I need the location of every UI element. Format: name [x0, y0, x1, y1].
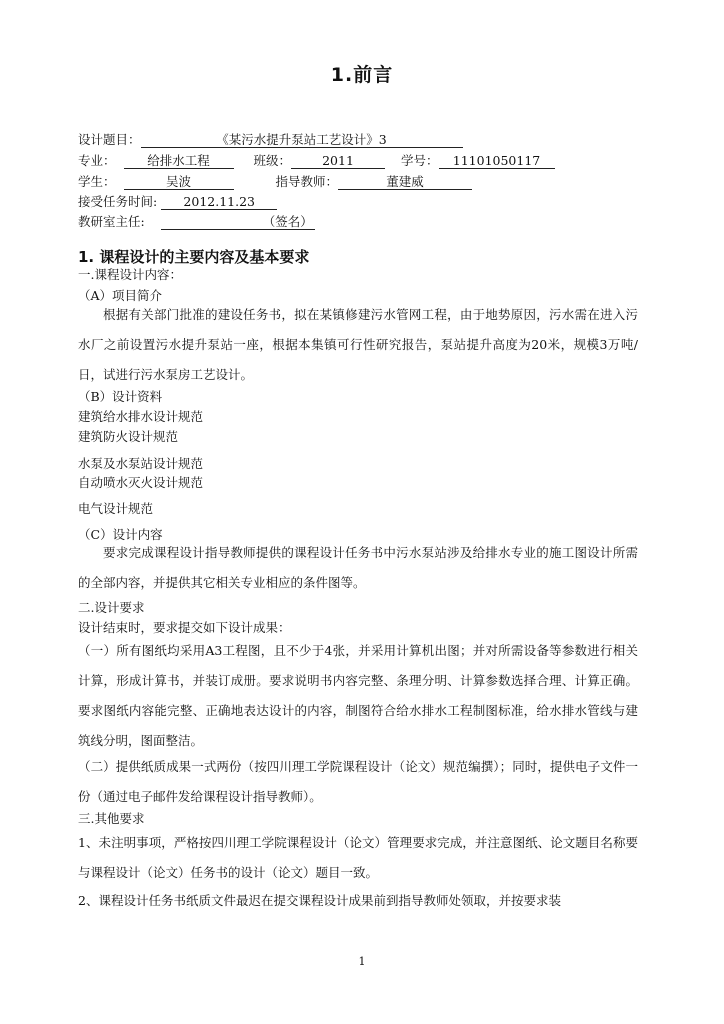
part3-label: 三.其他要求 [78, 811, 145, 826]
teacher-label: 指导教师： [275, 174, 339, 189]
received-row [78, 193, 277, 211]
director-value: （签名） [161, 214, 315, 230]
class-value: 2011 [291, 153, 385, 169]
topic-value: 《某污水提升泵站工艺设计》3 [141, 132, 463, 148]
page-number: 1 [358, 955, 366, 968]
part2-intro: 设计结束时，要求提交如下设计成果： [78, 620, 291, 635]
major-value: 给排水工程 [124, 153, 234, 169]
part2-label: 二.设计要求 [78, 600, 145, 615]
reference-item-1: 建筑给水排水设计规范 [78, 409, 204, 424]
director-row [78, 213, 315, 231]
received-value: 2012.11.23 [161, 194, 277, 210]
topic-label: 设计题目： [78, 132, 141, 147]
page-title: 1.前言 [330, 64, 394, 86]
subsection-b-label: （B）设计资料 [78, 389, 163, 404]
student-row [78, 173, 472, 191]
reference-item-3: 水泵及水泵站设计规范 [78, 456, 204, 471]
project-intro-paragraph: 根据有关部门批准的建设任务书，拟在某镇修建污水管网工程，由于地势原因，污水需在进入污水厂之前设置污水提升泵站一座，根据本集镇可行性研究报告，泵站提升高度为20米，规模3万吨/日，试进行污水泵房工艺设计。 [78, 307, 638, 382]
topic-row [78, 131, 463, 149]
other-requirement-2: 2、课程设计任务书纸质文件最迟在提交课程设计成果前到指导教师处领取，并按要求装 [78, 893, 561, 908]
subsection-a-label: （A）项目简介 [78, 288, 163, 303]
student-label: 学生： [78, 174, 116, 189]
student-id-value: 11101050117 [439, 153, 555, 169]
student-value: 吴波 [124, 174, 234, 190]
reference-item-5: 电气设计规范 [78, 501, 154, 516]
director-label: 教研室主任: [78, 214, 145, 229]
requirement-2-paragraph: （二）提供纸质成果一式两份（按四川理工学院课程设计（论文）规范编撰）；同时，提供电子文件一份（通过电子邮件发给课程设计指导教师）。 [78, 759, 638, 804]
teacher-value: 董建威 [338, 174, 472, 190]
major-label: 专业： [78, 153, 116, 168]
student-id-label: 学号： [401, 153, 439, 168]
class-label: 班级： [253, 153, 292, 168]
subsection-c-label: （C）设计内容 [78, 527, 163, 542]
requirement-1-paragraph: （一）所有图纸均采用A3工程图，且不少于4张，并采用计算机出图；并对所需设备等参数进行相关计算，形成计算书，并装订成册。要求说明书内容完整、条理分明、计算参数选择合理、计算正确。要求图纸内容能完整、正确地表达设计的内容，制图符合给水排水工程制图标准，给水排水管线与建筑线分明，图面整洁。 [78, 643, 638, 748]
other-requirement-1: 1、未注明事项，严格按四川理工学院课程设计（论文）管理要求完成，并注意图纸、论文题目名称要与课程设计（论文）任务书的设计（论文）题目一致。 [78, 835, 638, 880]
reference-item-2: 建筑防火设计规范 [78, 429, 179, 444]
section-heading: 1. 课程设计的主要内容及基本要求 [78, 248, 310, 266]
major-row [78, 152, 555, 170]
received-label: 接受任务时间: [78, 194, 158, 209]
design-content-paragraph: 要求完成课程设计指导教师提供的课程设计任务书中污水泵站涉及给排水专业的施工图设计所需的全部内容，并提供其它相关专业相应的条件图等。 [78, 545, 638, 590]
reference-item-4: 自动喷水灭火设计规范 [78, 475, 204, 490]
part1-label: 一.课程设计内容： [78, 267, 182, 282]
